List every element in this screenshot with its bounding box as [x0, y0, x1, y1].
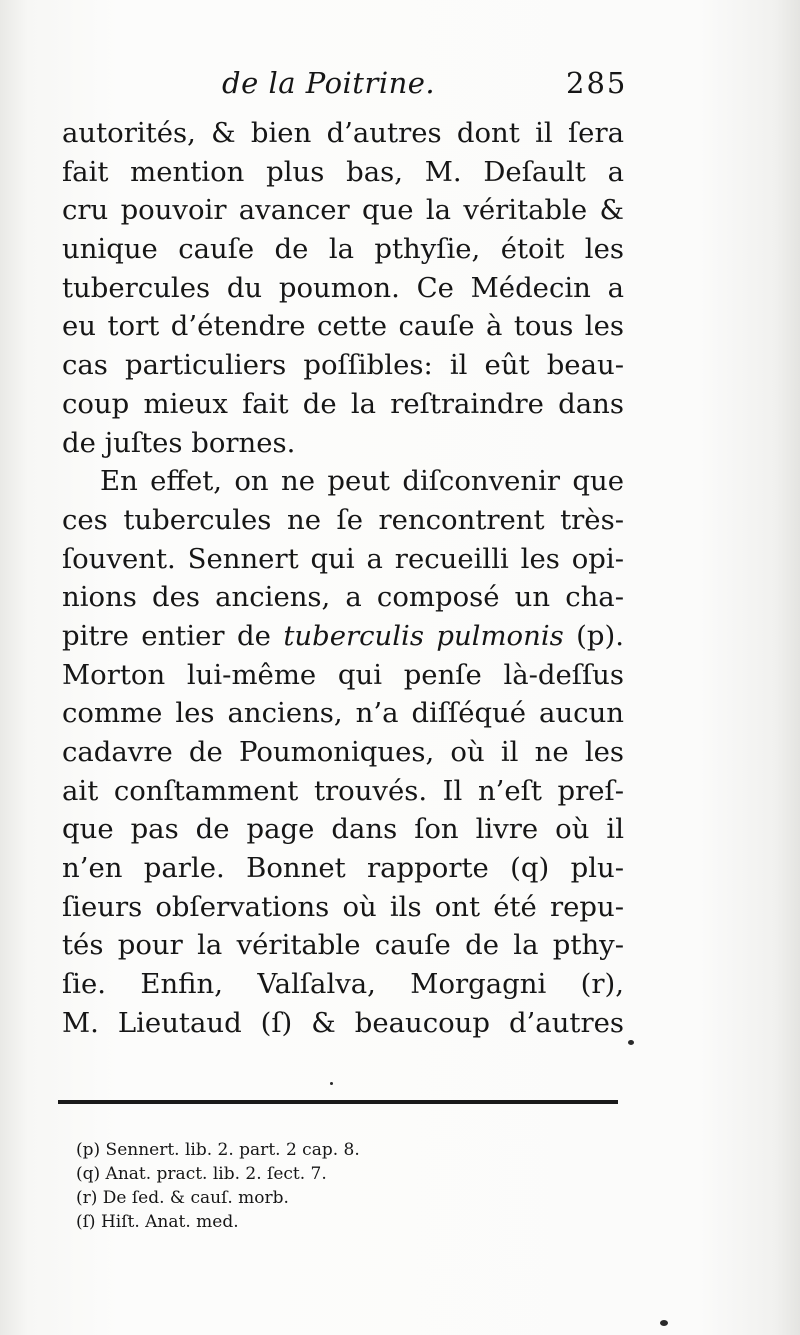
page-number: 285	[566, 66, 628, 100]
ink-speck	[330, 1082, 333, 1085]
text-line: tubercules du poumon. Ce Médecin a	[62, 271, 624, 304]
text-line: fait mention plus bas, M. Deſault a	[62, 155, 624, 188]
text-line: cas particuliers poſſibles: il eût beau-	[62, 349, 624, 382]
page-header	[0, 66, 800, 106]
text-line: ſouvent. Sennert qui a recueilli les opi-	[62, 542, 624, 575]
text-line: eu tort d’étendre cette cauſe à tous les	[62, 310, 624, 343]
text-line: ces tubercules ne ſe rencontrent très-	[62, 503, 624, 536]
text-line: autorités, & bien d’autres dont il ſera	[62, 117, 624, 149]
footnote: (ſ) Hiſt. Anat. med.	[76, 1212, 239, 1232]
ink-speck	[628, 1040, 634, 1045]
footnote: (p) Sennert. lib. 2. part. 2 cap. 8.	[76, 1140, 360, 1160]
text-line: de juſtes bornes.	[62, 426, 296, 459]
text-line: n’en parle. Bonnet rapporte (q) plu-	[62, 852, 624, 885]
text-line: ait conſtamment trouvés. Il n’eſt preſ-	[62, 774, 624, 807]
running-title: de la Poitrine.	[222, 66, 436, 100]
text-line: comme les anciens, n’a diſſéqué aucun	[62, 697, 624, 730]
footnote: (q) Anat. pract. lib. 2. ſect. 7.	[76, 1164, 327, 1184]
footnote-rule	[58, 1100, 618, 1104]
footnotes	[76, 1138, 526, 1234]
main-text	[62, 114, 624, 1043]
text-line: nions des anciens, a composé un cha-	[62, 581, 624, 614]
ink-speck	[660, 1320, 668, 1326]
paragraph-start-line: En effet, on ne peut diſconvenir que	[100, 465, 624, 498]
text-line-with-italic	[62, 617, 624, 656]
text-line: cadavre de Poumoniques, où il ne les	[62, 736, 624, 768]
text-line: ſie. Enfin, Valſalva, Morgagni (r),	[62, 968, 624, 1001]
text-line: Morton lui-même qui penſe là-deſſus	[62, 658, 624, 691]
text-line: M. Lieutaud (ſ) & beaucoup d’autres	[62, 1006, 624, 1039]
text-line: tés pour la véritable cauſe de la pthy-	[62, 929, 624, 962]
text-line: unique cauſe de la pthyſie, étoit les	[62, 233, 624, 266]
text-line: coup mieux fait de la reſtraindre dans	[62, 387, 624, 420]
footnote: (r) De ſed. & cauſ. morb.	[76, 1188, 289, 1208]
text-line: ſieurs obſervations où ils ont été repu-	[62, 890, 624, 923]
italic-latin-title: tuberculis pulmonis	[283, 619, 564, 652]
text-line: que pas de page dans ſon livre où il	[62, 813, 624, 846]
text-line: cru pouvoir avancer que la véritable &	[62, 194, 624, 227]
text-segment: pitre entier de	[62, 619, 284, 652]
footnote-ref: (p).	[563, 619, 624, 652]
